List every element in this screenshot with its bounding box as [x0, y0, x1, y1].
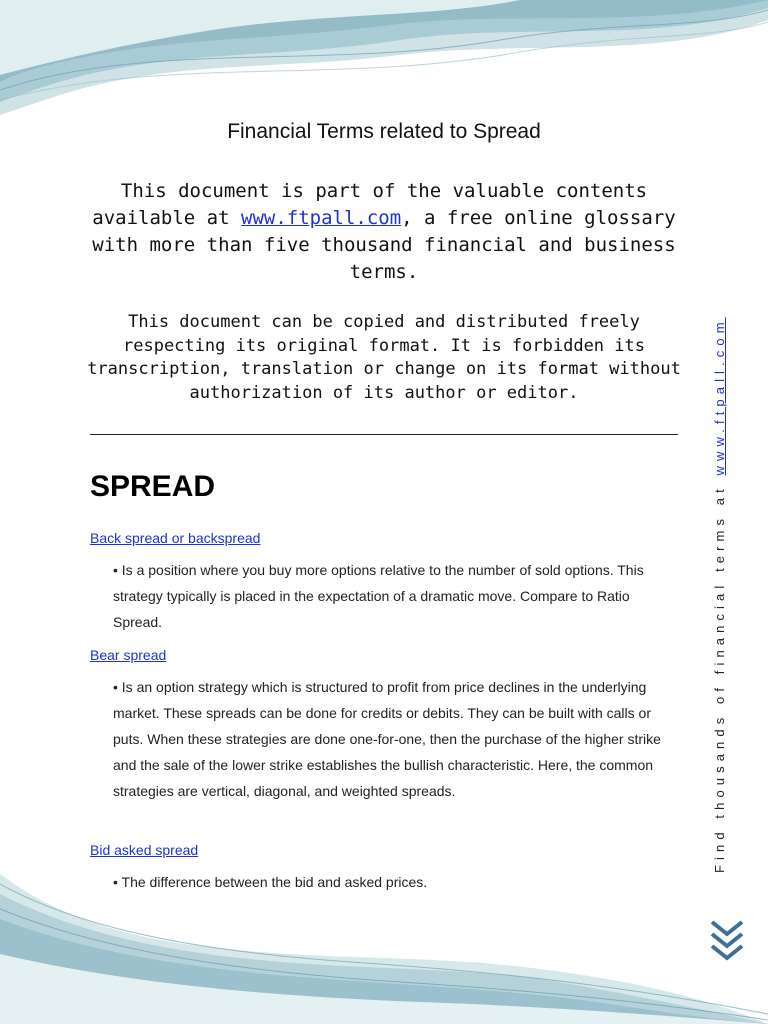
term-definition-bear-spread: • Is an option strategy which is structured to profit from price declines in the underlying market. These spreads can be done for credits or debits. They can be built with calls or puts. When these strategies are done one-for-one, then the purchase of the higher strike and the sale of the lower strike establishes the bullish characteristic. Here, the common strategies are vertical, diagonal, and weighted spreads.: [113, 679, 661, 799]
divider: [90, 434, 678, 435]
section-heading: SPREAD: [90, 470, 216, 503]
intro-paragraph: [80, 178, 688, 286]
term-definition-bid-asked-spread: • The difference between the bid and asked prices.: [113, 874, 428, 890]
copyright-notice: This document can be copied and distributed freely respecting its original format. It is forbidden its transcription, translation or change on its format without authorization of its author or editor.: [87, 312, 681, 403]
intro-text-after: , a free online glossary with more than five thousand financial and business terms.: [92, 207, 676, 283]
intro-text-before: This document is part of the valuable contents available at: [92, 180, 648, 229]
term-link-bear-spread[interactable]: Bear spread: [90, 647, 167, 663]
sidebar-ftpall-link[interactable]: www.ftpall.com: [712, 317, 727, 476]
document-title: Financial Terms related to Spread: [227, 120, 541, 143]
sidebar-promo-text: Find thousands of financial terms at: [712, 475, 727, 873]
term-link-bid-asked-spread[interactable]: Bid asked spread: [90, 842, 199, 858]
bottom-wave-decoration: [0, 874, 768, 1024]
term-link-back-spread[interactable]: Back spread or backspread: [90, 530, 261, 546]
ftpall-link[interactable]: www.ftpall.com: [241, 207, 402, 229]
top-wave-decoration: [0, 0, 768, 120]
term-definition-back-spread: • Is a position where you buy more options relative to the number of sold options. This strategy typically is placed in the expectation of a dramatic move. Compare to Ratio Spread.: [113, 562, 644, 630]
sidebar-promo: [712, 317, 727, 873]
